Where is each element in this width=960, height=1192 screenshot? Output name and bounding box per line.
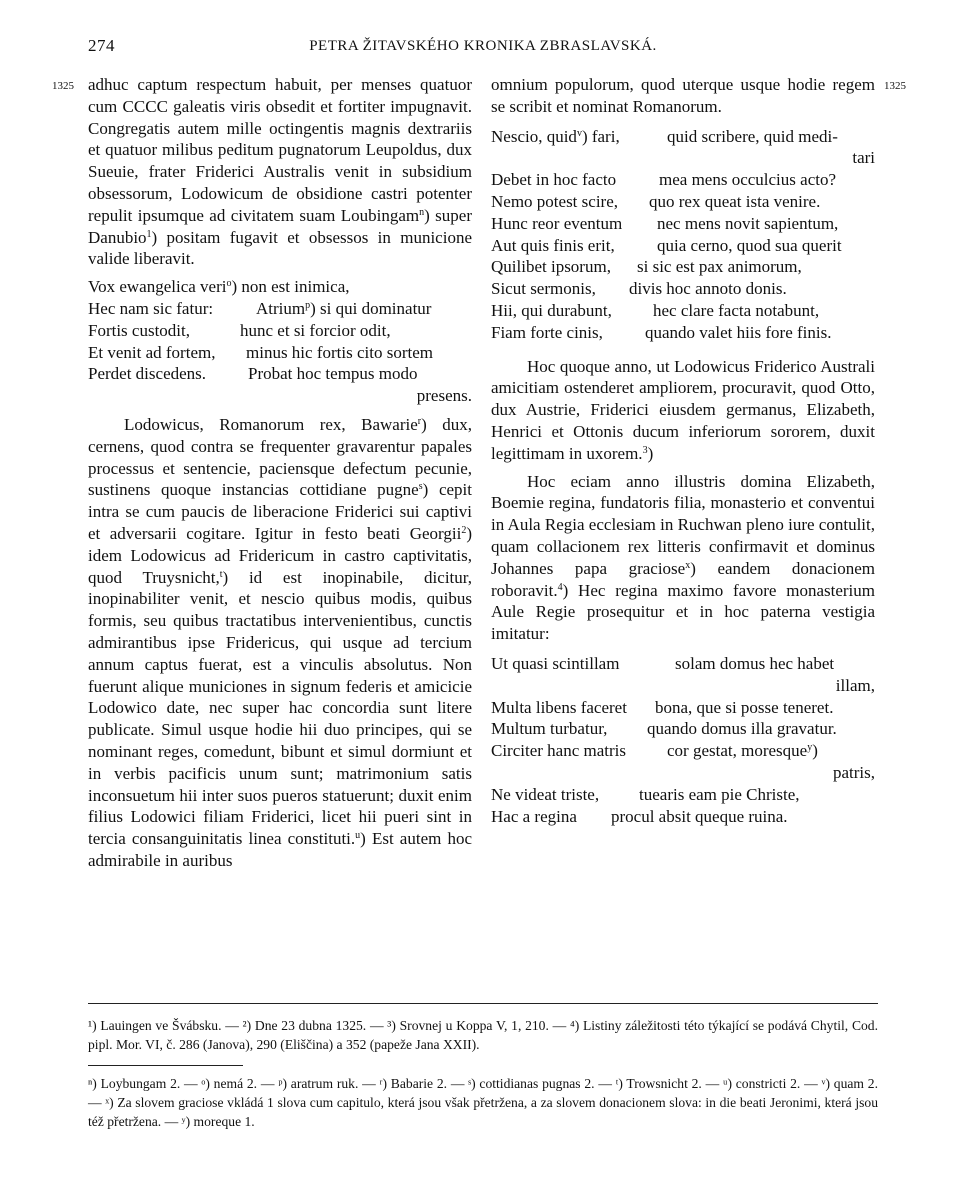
verse-line: Circiter hanc matris cor gestat, moresque$^y$) xyxy=(491,741,818,761)
footnotes-lettered: ⁿ) Loybungam 2. — ᵒ) nemá 2. — ᵖ) aratrum ruk. — ʳ) Babarie 2. — ˢ) cottidianas pugnas 2. — ᵗ) Trowsnicht 2. — ᵘ) constricti 2. — ᵛ) quam 2. — ˣ) Za slovem graciose vkládá 1 slova cum capitulo, která jsou však přetržena, a za slovem donacionem slova: in die beati Jeronimi, která jsou též přetržena. — ʸ) moreque 1. xyxy=(88,1076,878,1129)
margin-year-right: 1325 xyxy=(884,80,906,92)
page-header xyxy=(88,36,878,60)
verse-line: Debet in hoc facto mea mens occulcius acto? xyxy=(491,170,837,190)
footnotes-numbered: ¹) Lauingen ve Švábsku. — ²) Dne 23 dubna 1325. — ³) Srovnej u Koppa V, 1, 210. — ⁴) Listiny záležitosti této týkající se podává Chytil, Cod. pipl. Mor. VI, č. 286 (Janova), 290 (Eliščina) a 352 (papeže Jana XXII). xyxy=(88,1018,878,1052)
margin-year-left: 1325 xyxy=(52,80,74,92)
verse-block xyxy=(491,126,875,344)
verse-line: Hii, qui durabunt, hec clare facta notabunt, xyxy=(491,300,820,320)
paragraph: adhuc captum respectum habuit, per menses quatuor cum CCCC galeatis viris obsedit et fortiter impugnavit. Congregatis autem mille octingentis magnis dextrariis et quatuor milibus peditum pugnatorum Leupoldus, dux Sueuie, frater Friderici Australis venit in subsidium obsessorum, Lodowicum de obsidione castri potenter repulit ipsumque ad civitatem suam Loubingam$^n$) super Danubio$^1$) positam fugavit et obsessos in municione valide liberavit. xyxy=(88,75,473,269)
verse-line: Multum turbatur, quando domus illa gravatur. xyxy=(491,719,837,739)
running-title: PETRA ŽITAVSKÉHO KRONIKA ZBRASLAVSKÁ. xyxy=(309,38,657,54)
footnote-separator-short xyxy=(88,1065,243,1066)
page-number: 274 xyxy=(88,36,115,55)
verse-line: Multa libens faceret bona, que si posse teneret. xyxy=(491,697,834,717)
verse-line: Hac a regina procul absit queque ruina. xyxy=(491,806,788,826)
right-column xyxy=(491,74,875,834)
verse-line: Et venit ad fortem, minus hic fortis cito sortem xyxy=(88,342,433,362)
left-column xyxy=(88,74,472,878)
footnote-separator xyxy=(88,1003,878,1004)
verse-line: Nescio, quid$^v$) fari, quid scribere, quid medi- xyxy=(491,126,838,146)
verse-line: tari xyxy=(852,148,875,168)
verse-block xyxy=(88,276,472,407)
verse-line: patris, xyxy=(832,762,875,782)
verse-line: Ne videat triste, tuearis eam pie Christe, xyxy=(491,784,800,804)
verse-line: Vox ewangelica veri$^o$) non est inimica, xyxy=(88,277,350,297)
paragraph: Lodowicus, Romanorum rex, Bawarie$^r$) dux, cernens, quod contra se frequenter gravarentur papales processus et sentencie, paciensque defectum pecunie, sustinens quoque instancias cottidiane pugne$^s$) cepit intra se cum paucis de liberacione Friderici sui captivi et adversarii cogitare. Igitur in festo beati Georgii$^2$) idem Lodowicus ad Fridericum in castro captivitatis, quod Truysnicht,$^t$) id est inopinabile, dicitur, inopinabiliter venit, et nescio quibus modis, quibus formis, seu quibus tractatibus intervenientibus, cunctis admirantibus ipse Fridericus, qui usque ad tercium annum captus fuerat, est a vinculis absolutus. Non fuerunt alique municiones in signum federis et amicicie Lodowico date, nec super hac concordia sunt litere publicate. Simul usque hodie hii duo principes, qui se nominant reges, comedunt, bibunt et simul dormiunt et in verbis pacificis unum sunt; matrimonium satis inconsuetum hii inter suos pueros statuerunt; duxit enim filius Lodowici filiam Friderici, licet hii pueri sint in tercia consanguinitatis linea constituti.$^u$) Est autem hoc admirabile in auribus xyxy=(88,414,473,870)
paragraph: Hoc eciam anno illustris domina Elizabeth, Boemie regina, fundatoris filia, monasterio et conventui in Aula Regia ecclesiam in Ruchwan pleno iure contulit, quam collacionem rex litteris confirmavit et dominus Johannes papa graciose$^x$) eandem donacionem roboravit.$^4$) Hec regina maximo favore monasterium Aule Regie prosequitur et in hoc paterna vestigia imitatur: xyxy=(491,471,875,644)
verse-line: Hec nam sic fatur: Atrium$^p$) si qui dominatur xyxy=(88,298,432,318)
verse-line: Aut quis finis erit, quia cerno, quod sua querit xyxy=(491,235,842,255)
verse-line: Fiam forte cinis, quando valet hiis fore finis. xyxy=(491,322,832,342)
verse-line: Nemo potest scire, quo rex queat ista venire. xyxy=(491,191,821,211)
verse-line: presens. xyxy=(416,386,472,406)
verse-line: Quilibet ipsorum, si sic est pax animorum, xyxy=(491,257,802,277)
verse-line: illam, xyxy=(835,675,875,695)
paragraph: Hoc quoque anno, ut Lodowicus Friderico Australi amicitiam ostenderet ampliorem, procuravit, quod Otto, dux Austrie, Friderici eiusdem germanus, Elizabeth, Henrici et Ottonis ducum inferiorum sororem, duxit legittimam in uxorem.$^3$) xyxy=(491,356,875,463)
verse-block xyxy=(491,653,875,827)
verse-line: Fortis custodit, hunc et si forcior odit, xyxy=(88,320,391,340)
verse-line: Sicut sermonis, divis hoc annoto donis. xyxy=(491,279,787,299)
verse-line: Perdet discedens. Probat hoc tempus modo xyxy=(88,364,418,384)
verse-line: Ut quasi scintillam solam domus hec habet xyxy=(491,653,835,673)
paragraph: omnium populorum, quod uterque usque hodie regem se scribit et nominat Romanorum. xyxy=(491,75,875,116)
verse-line: Hunc reor eventum nec mens novit sapientum, xyxy=(491,213,839,233)
